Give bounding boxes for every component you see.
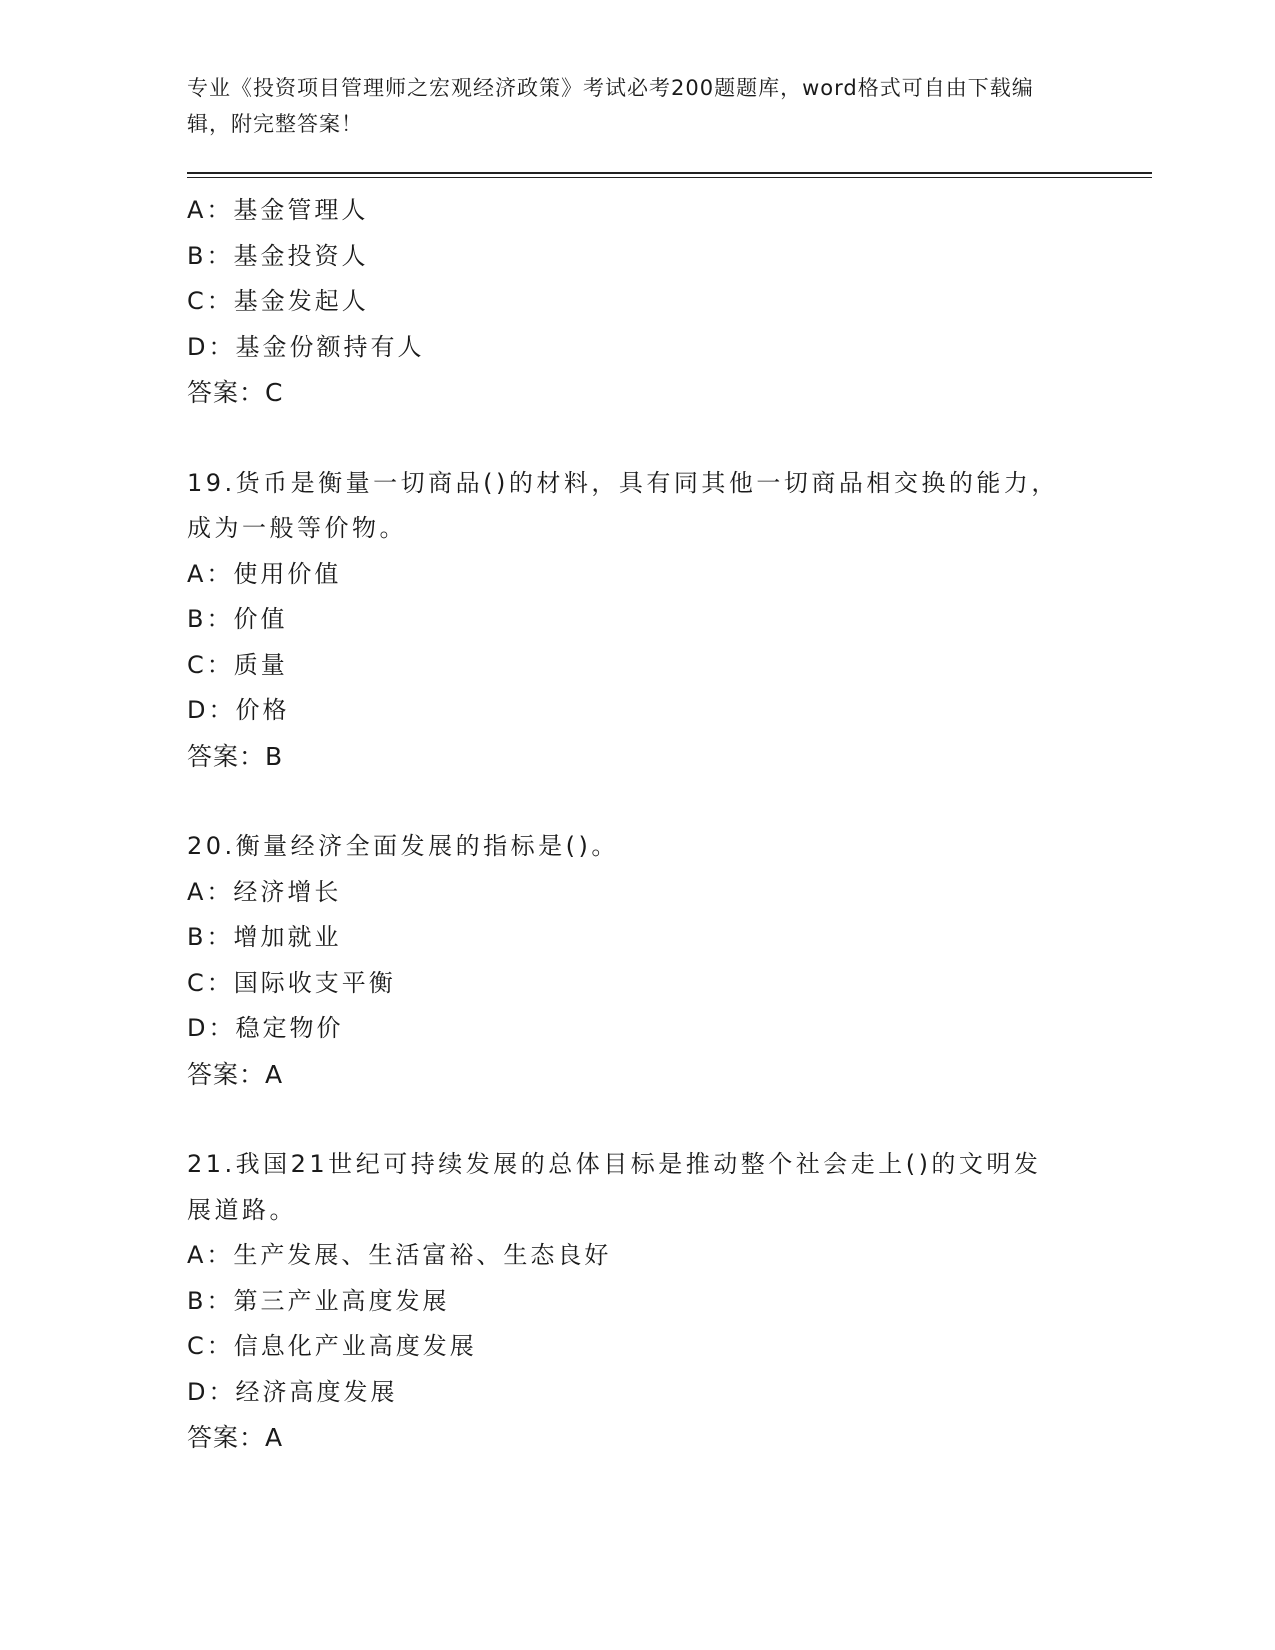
question-21 [187, 1142, 1147, 1461]
carry-over-question [187, 188, 1147, 416]
option-d: D：价格 [187, 696, 290, 724]
answer-line: 答案：A [187, 1423, 284, 1452]
question-20 [187, 824, 1147, 1097]
option-c: C：基金发起人 [187, 287, 369, 315]
option-b: B：基金投资人 [187, 241, 369, 270]
option-b: B：增加就业 [187, 923, 342, 951]
question-stem: 19.货币是衡量一切商品()的材料，具有同其他一切商品相交换的能力，成为一般等价物。 [187, 468, 1059, 542]
question-19 [187, 461, 1147, 780]
question-stem: 20.衡量经济全面发展的指标是()。 [187, 832, 619, 860]
option-c: C：信息化产业高度发展 [187, 1332, 477, 1360]
header-divider [187, 172, 1152, 178]
option-c: C：国际收支平衡 [187, 968, 396, 997]
question-stem: 21.我国21世纪可持续发展的总体目标是推动整个社会走上()的文明发展道路。 [187, 1150, 1042, 1224]
option-b: B：第三产业高度发展 [187, 1286, 450, 1315]
document-header: 专业《投资项目管理师之宏观经济政策》考试必考200题题库，word格式可自由下载编辑，附完整答案！ [187, 76, 1034, 136]
answer-line: 答案：A [187, 1059, 284, 1089]
option-c: C：质量 [187, 650, 288, 679]
answer-line: 答案：B [187, 741, 284, 771]
answer-line: 答案：C [187, 378, 284, 407]
option-a: A：使用价值 [187, 559, 342, 588]
option-b: B：价值 [187, 605, 288, 633]
option-d: D：基金份额持有人 [187, 332, 425, 361]
option-a: A：生产发展、生活富裕、生态良好 [187, 1241, 612, 1269]
option-a: A：经济增长 [187, 877, 342, 906]
document-page [187, 0, 1147, 1461]
option-a: A：基金管理人 [187, 196, 369, 224]
option-d: D：稳定物价 [187, 1014, 344, 1042]
option-d: D：经济高度发展 [187, 1377, 398, 1406]
